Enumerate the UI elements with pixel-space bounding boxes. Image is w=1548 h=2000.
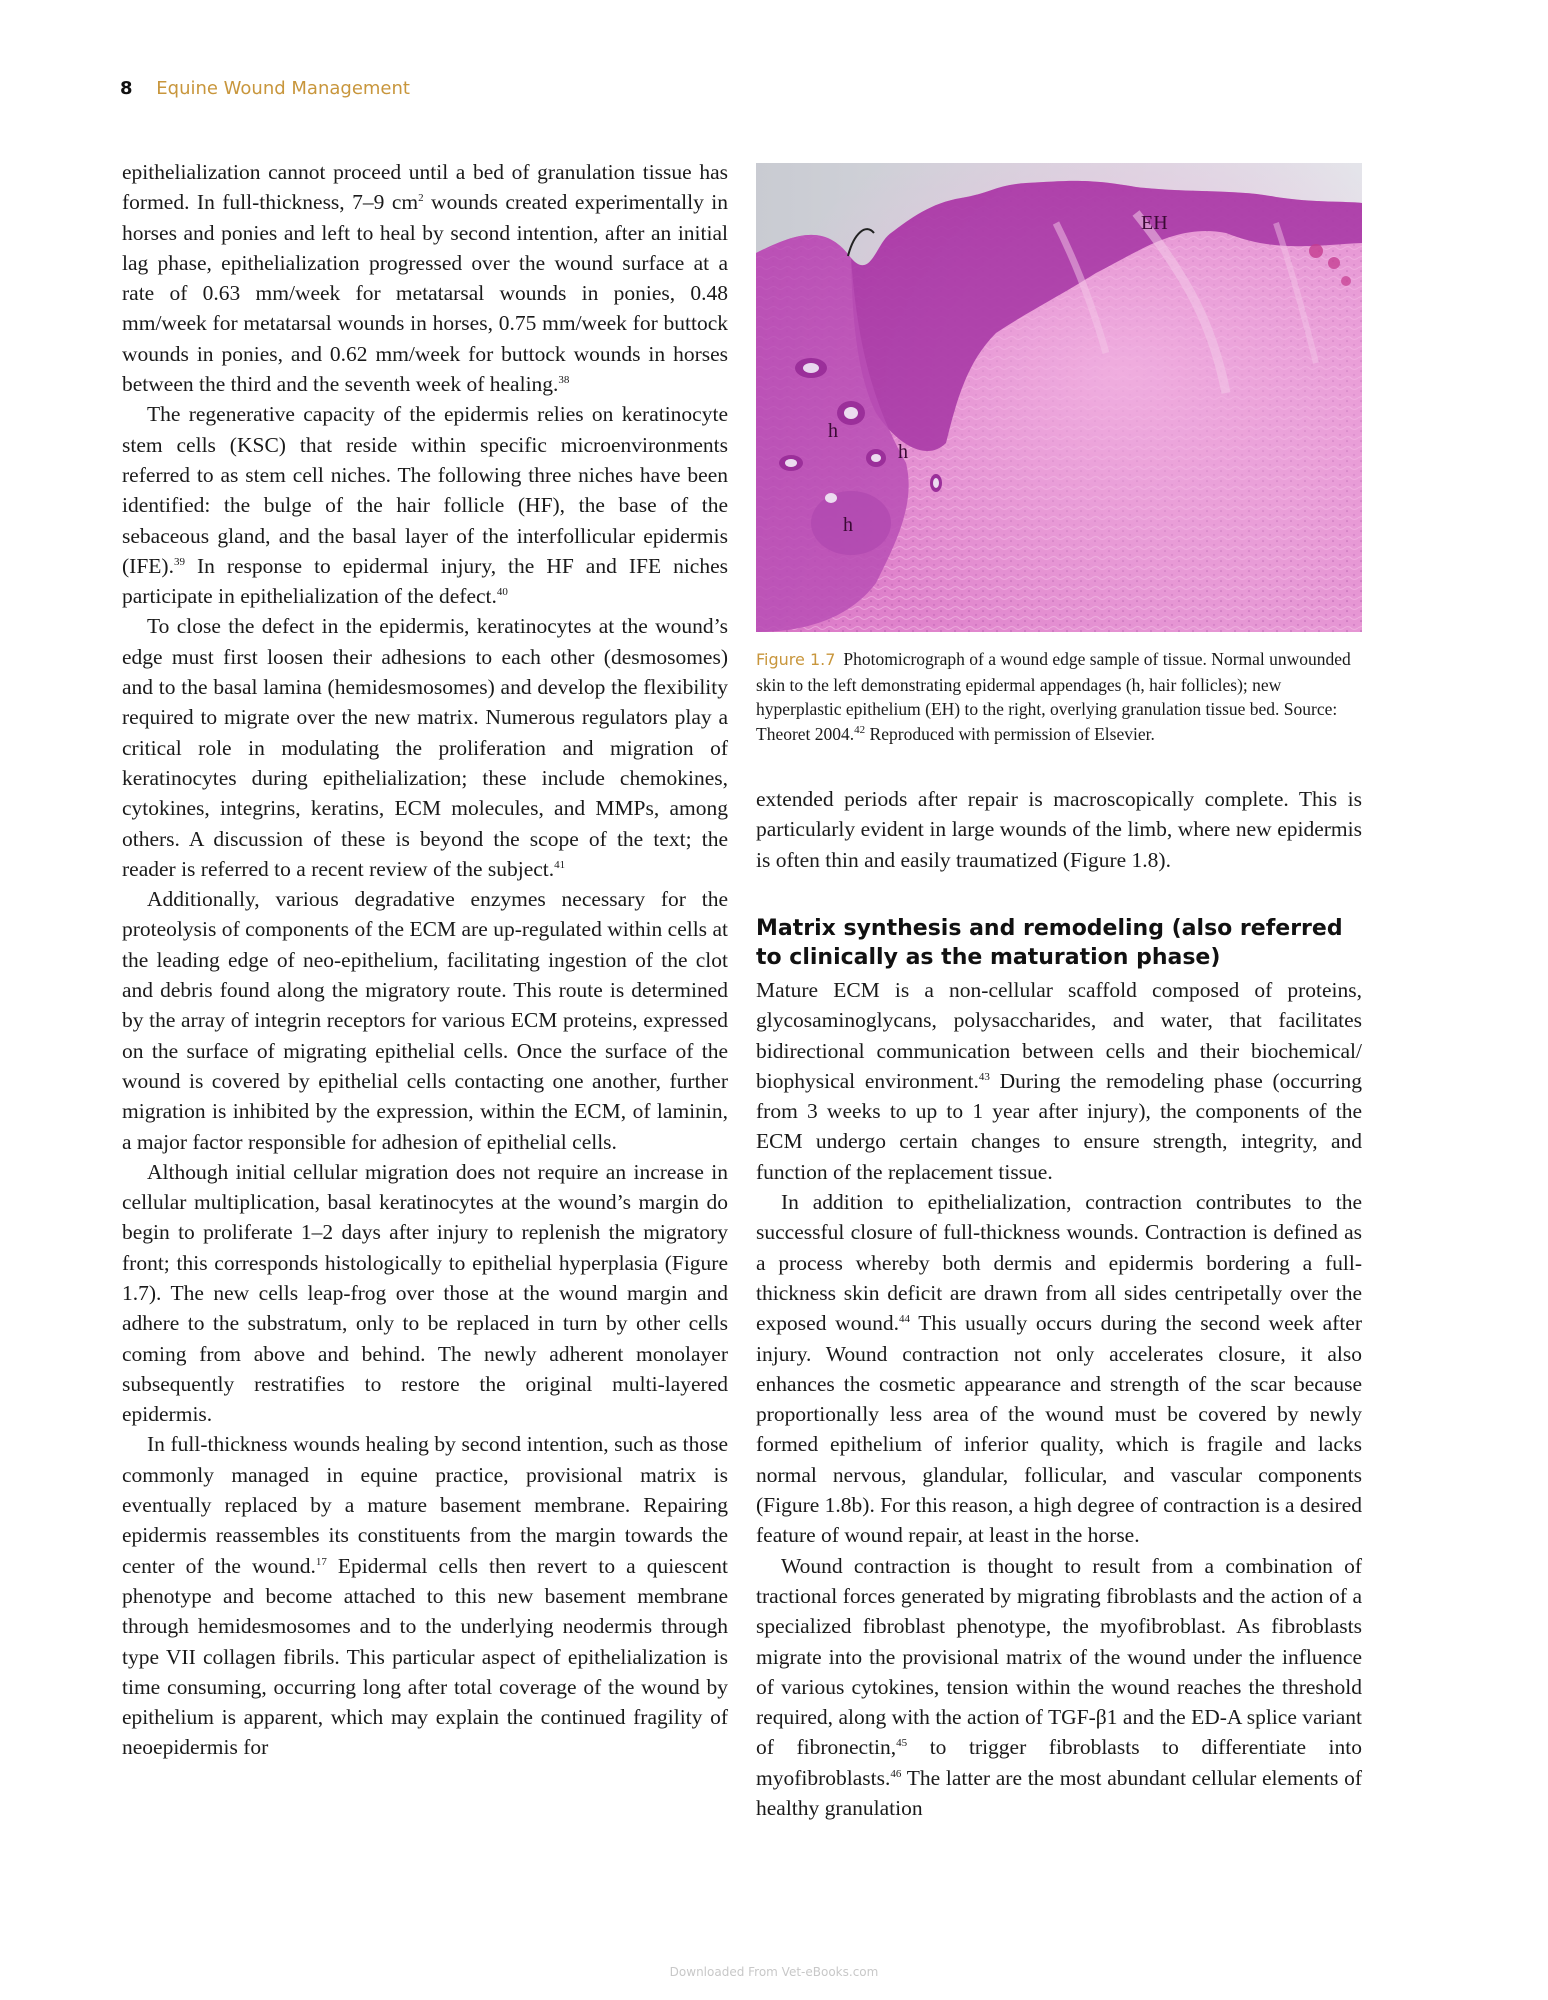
label-h-2: h — [898, 441, 908, 463]
right-column-continuation — [756, 784, 1362, 875]
book-title: Equine Wound Management — [156, 78, 410, 99]
running-head — [120, 78, 410, 104]
page-number: 8 — [120, 78, 133, 99]
right-column — [756, 975, 1362, 1823]
photomicrograph — [756, 163, 1362, 632]
paragraph: In full-thickness wounds healing by second intention, such as those commonly managed in equine practice, provisional matrix is eventually replaced by a mature basement membrane. Repairing epidermis reassembles its constituents from the margin towards the center of the wound.$^{17}$ Epidermal cells then revert to a quiescent phenotype and become attached to this new basement membrane through hemidesmosomes and to the underlying neodermis through type VII collagen fibrils. This particular aspect of epithelialization is time consuming, occurring long after total coverage of the wound by epithelium is apparent, which may explain the continued fragility of neoepidermis for — [122, 1432, 728, 1760]
reference-number: 41 — [554, 858, 566, 871]
paragraph: Additionally, various degradative enzymes necessary for the proteolysis of components of the ECM are up-regulated within cells at the leading edge of neo-epithelium, facilitating ingestion of the clot and debris found along the migratory route. This route is determined by the array of integrin receptors for various ECM proteins, expressed on the surface of migrating epithelial cells. Once the surface of the wound is covered by epithelial cells contacting one another, further migration is inhibited by the expression, within the ECM, of laminin, a major factor responsible for adhesion of epithelial cells. — [122, 887, 728, 1154]
paragraph: In addition to epithelialization, contraction contributes to the successful closure of full-thickness wounds. Contraction is defined as a process whereby both dermis and epidermis bordering a full-thickness skin deficit are drawn from all sides centripetally over the exposed wound.$^{44}$ This usually occurs during the second week after injury. Wound contraction not only accelerates closure, it also enhances the cosmetic appearance and strength of the scar because proportionally less area of the wound must be covered by newly formed epithelium of inferior quality, which is fragile and lacks normal nervous, glandular, follicular, and vascular components (Figure 1.8b). For this reason, a high degree of contraction is a desired feature of wound repair, at least in the horse. — [756, 1190, 1363, 1548]
paragraph: To close the defect in the epidermis, keratinocytes at the wound’s edge must first loosen their adhesions to each other (desmosomes) and to the basal lamina (hemidesmosomes) and develop the flexibility required to migrate over the new matrix. Numerous regulators play a critical role in modulating the proliferation and migration of keratinocytes during epithelialization; these include chemokines, cytokines, integrins, keratins, ECM molecules, and MMPs, among others. A discussion of these is beyond the scope of the text; the reader is referred to a recent review of the subject.$^{41}$ — [122, 614, 728, 881]
reference-number: 39 — [173, 555, 185, 568]
left-column — [122, 157, 728, 1763]
reference-number: 45 — [896, 1737, 908, 1750]
label-h-1: h — [828, 420, 838, 442]
superscript: 2 — [418, 192, 424, 205]
reference-number: 38 — [558, 373, 570, 386]
paragraph: Wound contraction is thought to result from a combination of tractional forces generated by migrating fibroblasts and the action of a specialized fibroblast phenotype, the myofibroblast. As fibroblasts migrate into the provisional matrix of the wound under the influence of various cytokines, tension within the wound reaches the threshold required, along with the action of TGF-β1 and the ED-A splice variant of fibronectin,$^{45}$ to trigger fibroblasts to differentiate into myofibroblasts.$^{46}$ The latter are the most abundant cellular elements of healthy granulation — [756, 1553, 1362, 1821]
section-heading: Matrix synthesis and remodeling (also referred to clinically as the maturation phase) — [756, 916, 1343, 970]
reference-number: 42 — [854, 723, 866, 736]
tissue-image — [756, 163, 1362, 632]
reference-number: 17 — [315, 1555, 327, 1568]
figure-caption: Figure 1.7 Photomicrograph of a wound edge sample of tissue. Normal unwounded skin to the left demonstrating epidermal appendages (h, hair follicles); new hyperplastic epithelium (EH) to the right, overlying granulation tissue bed. Source: Theoret 2004.42 Reproduced with permission of Elsevier. — [756, 649, 1351, 744]
reference-number: 46 — [890, 1767, 902, 1780]
paragraph: Mature ECM is a non-cellular scaffold composed of proteins, glycosaminoglycans, polysaccharides, and water, that facilitates bidirectional communication between cells and their biochemical/ biophysical environment.$^{43}$ During the remodeling phase (occurring from 3 weeks to up to 1 year after injury), the components of the ECM undergo certain changes to ensure strength, integrity, and function of the replacement tissue. — [756, 978, 1362, 1184]
paragraph: The regenerative capacity of the epidermis relies on keratinocyte stem cells (KSC) that reside within specific microenvironments referred to as stem cell niches. The following three niches have been identified: the bulge of the hair follicle (HF), the base of the sebaceous gland, and the basal layer of the interfollicular epidermis (IFE).$^{39}$ In response to epidermal injury, the HF and IFE niches participate in epithelialization of the defect.$^{40}$ — [122, 402, 728, 609]
reference-number: 43 — [978, 1070, 990, 1083]
reference-number: 40 — [496, 586, 508, 598]
footer-watermark: Downloaded From Vet-eBooks.com — [669, 1965, 879, 1979]
label-eh: EH — [1141, 212, 1168, 234]
figure-label: Figure 1.7 — [756, 650, 836, 669]
paragraph: epithelialization cannot proceed until a bed of granulation tissue has formed. In full-thickness, 7–9 $cm^2$ wounds created experimentally in horses and ponies and left to heal by second intention, after an initial lag phase, epithelialization progressed over the wound surface at a rate of 0.63 mm/week for metatarsal wounds in ponies, 0.48 mm/week for metatarsal wounds in horses, 0.75 mm/week for buttock wounds in ponies, and 0.62 mm/week for buttock wounds in horses between the third and the seventh week of healing.$^{38}$ — [122, 160, 729, 397]
paragraph: extended periods after repair is macroscopically complete. This is particularly evident in large wounds of the limb, where new epidermis is often thin and easily traumatized (Figure 1.8). — [756, 787, 1362, 872]
paragraph: Although initial cellular migration does not require an increase in cellular multiplication, basal keratinocytes at the wound’s margin do begin to proliferate 1–2 days after injury to replenish the migratory front; this corresponds histologically to epithelial hyperplasia (Figure 1.7). The new cells leap-frog over those at the wound margin and adhere to the substratum, only to be replaced in turn by other cells coming from above and behind. The newly adherent monolayer subsequently restratifies to restore the original multi-layered epidermis. — [122, 1159, 728, 1427]
reference-number: 44 — [899, 1313, 910, 1326]
label-h-3: h — [843, 514, 853, 536]
